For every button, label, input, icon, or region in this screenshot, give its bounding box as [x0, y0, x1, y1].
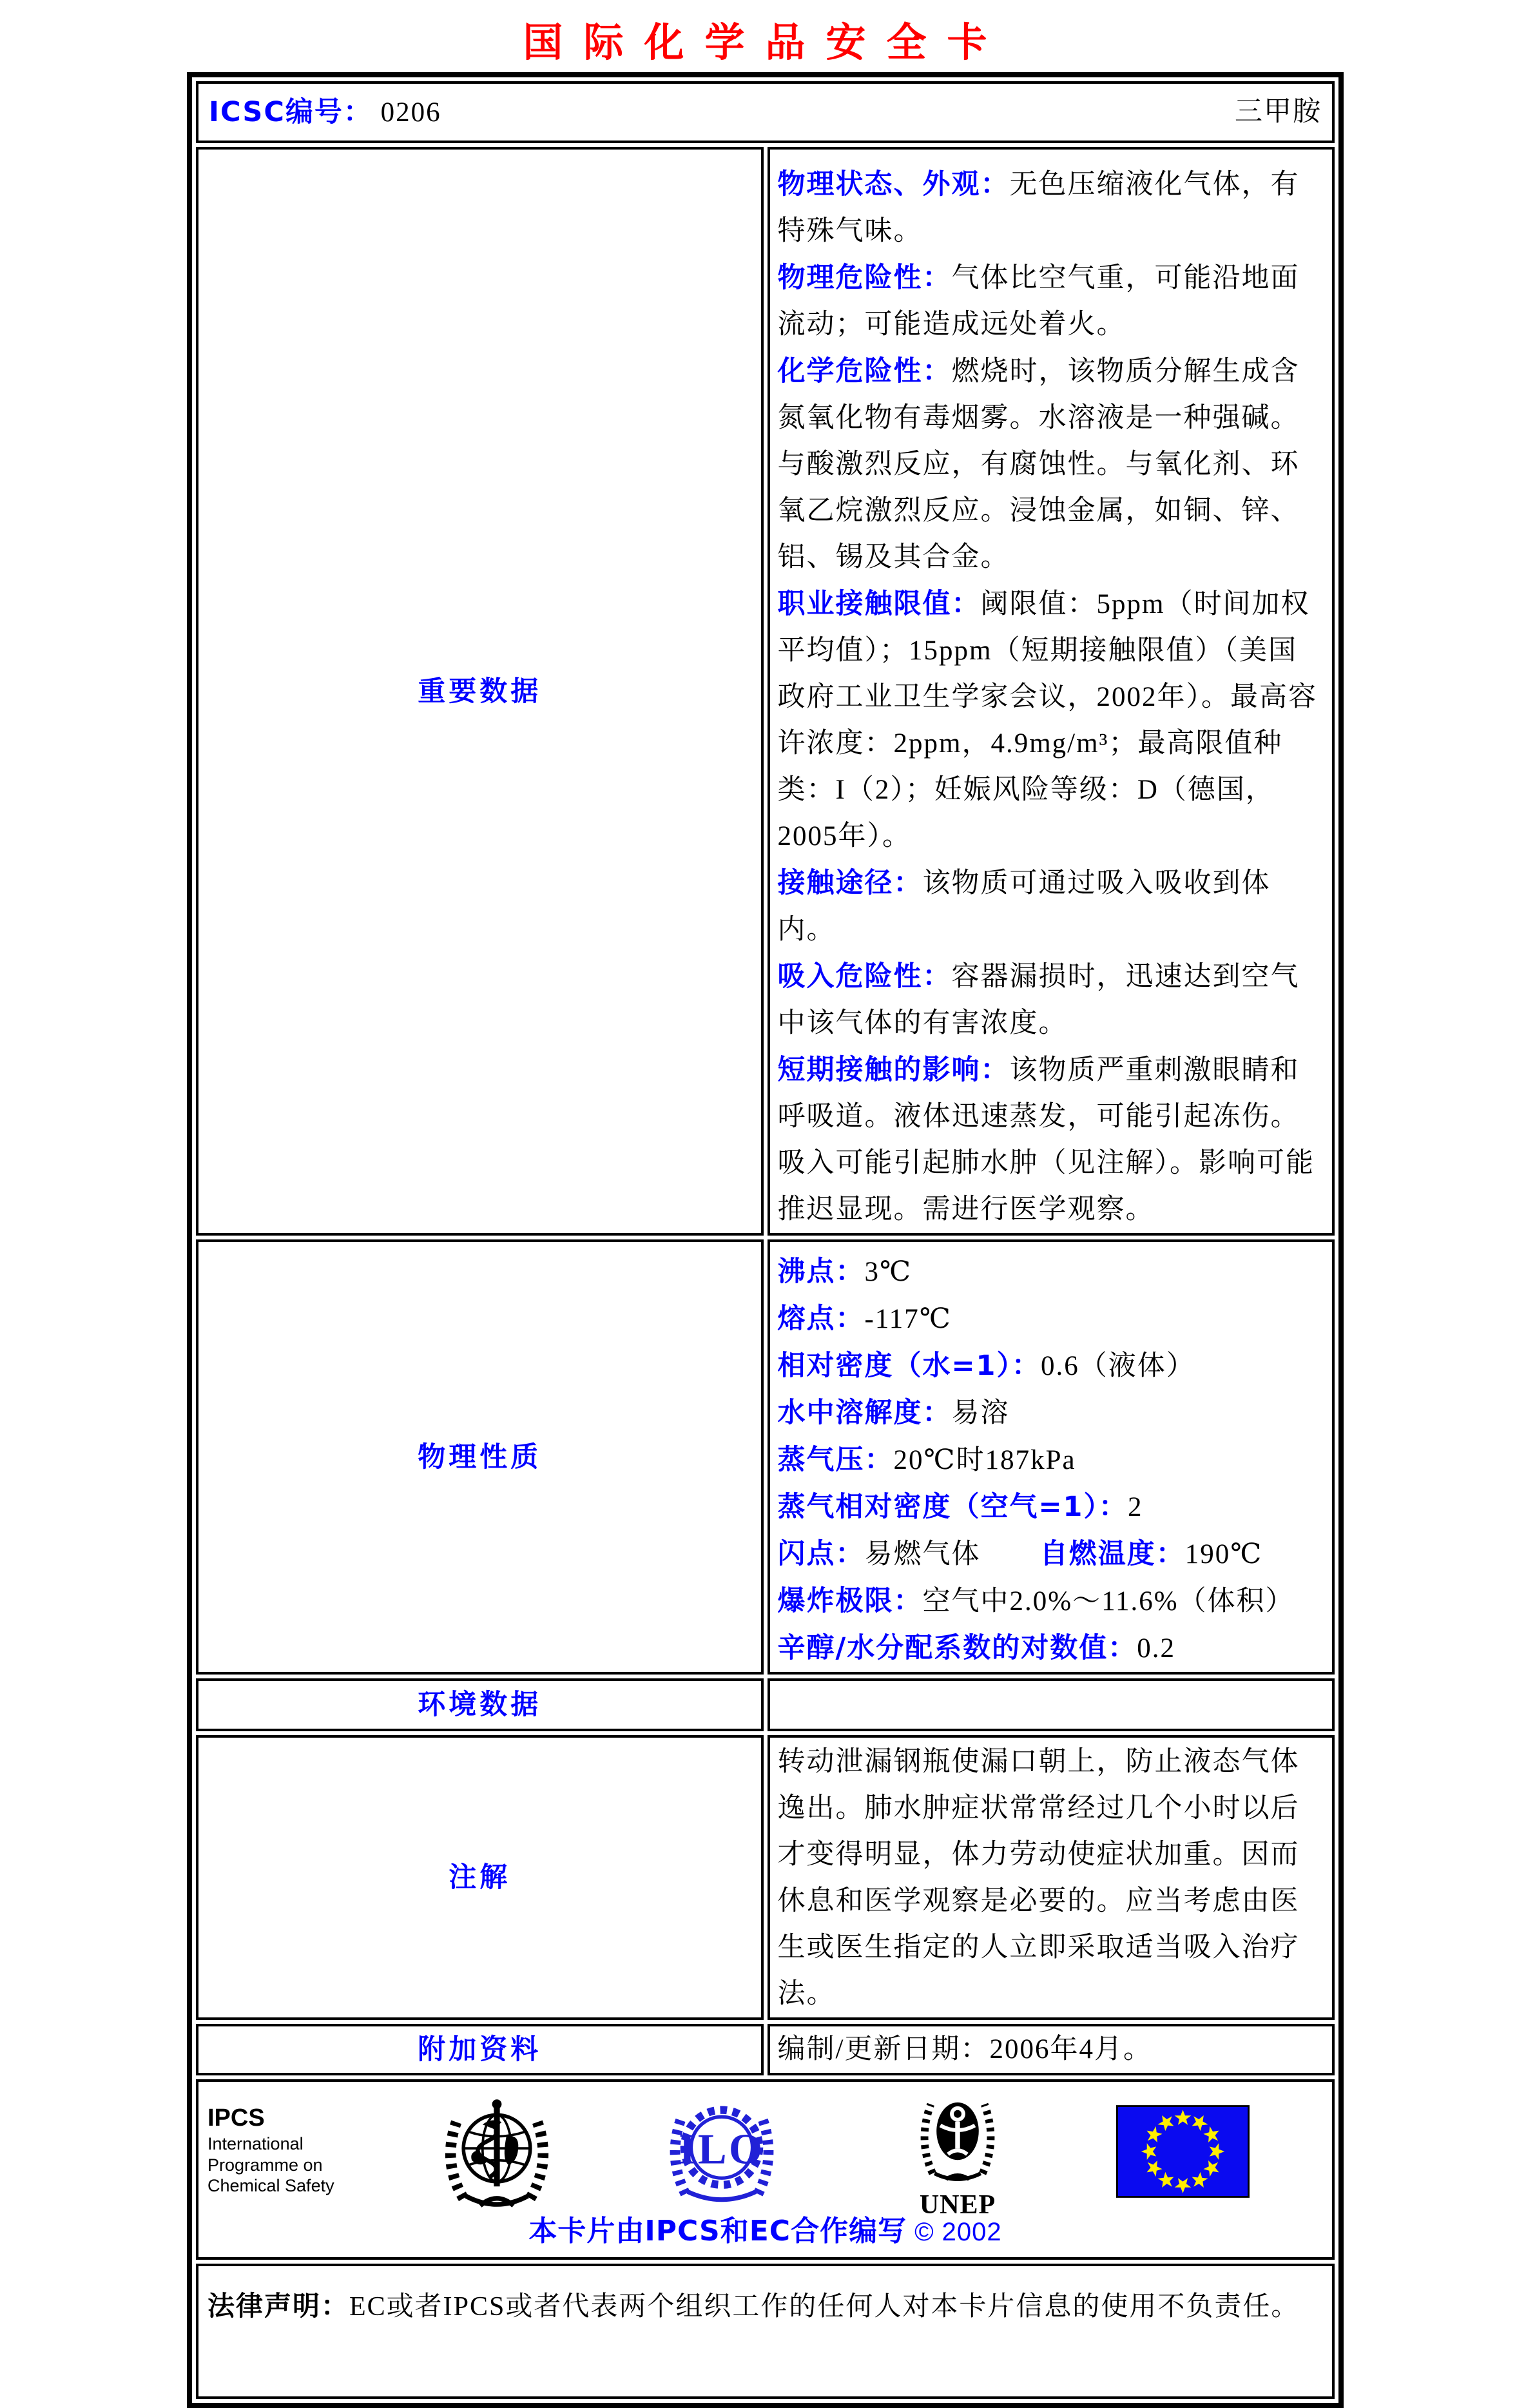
chemical-name: 三甲胺 [1235, 97, 1322, 127]
field-value: 190℃ [1184, 1539, 1263, 1569]
property-line [778, 1390, 1325, 1437]
ilo-logo-icon [664, 2099, 780, 2218]
important-data-item [778, 161, 1325, 255]
property-line [778, 1248, 1325, 1296]
who-logo-icon [436, 2093, 558, 2228]
field-text: 容器漏损时，迅速达到空气中该气体的有害浓度。 [777, 962, 1300, 1038]
field-value: -117℃ [864, 1304, 952, 1334]
field-value: 易燃气体 [864, 1539, 981, 1569]
header-cell [196, 81, 1335, 143]
important-data-item [778, 581, 1325, 860]
row-legal [196, 2264, 1335, 2399]
important-data-item [778, 1047, 1325, 1233]
auto-ignition-pair [1040, 1531, 1263, 1578]
logos-cell [196, 2079, 1335, 2260]
icsc-number-value: 0206 [380, 97, 441, 128]
field-value: 3℃ [864, 1257, 913, 1287]
environmental-data-row-label: 环境数据 [196, 1678, 764, 1731]
eu-flag-icon [1116, 2105, 1250, 2213]
important-data-item [778, 255, 1325, 348]
ipcs-line: Chemical Safety [208, 2176, 334, 2196]
row-logos [196, 2079, 1335, 2260]
environmental-data-content [768, 1678, 1335, 1731]
property-line-flash-point [778, 1531, 1325, 1578]
field-label: 物理状态、外观： [777, 168, 1010, 200]
cooperation-caption [198, 2215, 1332, 2248]
important-data-item [778, 860, 1325, 953]
caption-text: 本卡片由IPCS和EC合作编写 [528, 2215, 907, 2248]
field-label: 蒸气相对密度（空气=1）： [777, 1491, 1128, 1523]
field-value: 0.2 [1137, 1633, 1175, 1664]
important-data-content [768, 147, 1335, 1236]
field-label: 辛醇/水分配系数的对数值： [777, 1632, 1137, 1664]
field-value: 20℃时187kPa [893, 1445, 1076, 1475]
field-value: 易溶 [951, 1398, 1010, 1428]
field-text: 无色压缩液化气体，有特殊气味。 [777, 170, 1300, 246]
ipcs-acronym: IPCS [208, 2104, 265, 2131]
field-label: 化学危险性： [777, 355, 952, 387]
important-data-item [778, 348, 1325, 581]
ipcs-line: International [208, 2133, 304, 2153]
header-row [196, 81, 1335, 143]
page-title: 国际化学品安全卡 [523, 19, 1008, 66]
field-value: 2 [1127, 1492, 1143, 1522]
field-label: 熔点： [777, 1303, 865, 1335]
unep-wordmark: UNEP [919, 2190, 996, 2220]
row-important-data [196, 147, 1335, 1236]
legal-text: EC或者IPCS或者代表两个组织工作的任何人对本卡片信息的使用不负责任。 [349, 2292, 1300, 2322]
unep-logo-icon [900, 2091, 1016, 2218]
notes-content: 转动泄漏钢瓶使漏口朝上，防止液态气体逸出。肺水肿症状常常经过几个小时以后才变得明显，体力劳动使症状加重。因而休息和医学观察是必要的。应当考虑由医生或医生指定的人立即采取适当吸入治疗法。 [768, 1735, 1335, 2020]
icsc-table [187, 72, 1344, 2408]
field-label: 蒸气压： [777, 1444, 894, 1476]
legal-cell [196, 2264, 1335, 2399]
field-label: 闪点： [777, 1538, 865, 1570]
icsc-number-group [209, 89, 441, 136]
field-text: 气体比空气重，可能沿地面流动；可能造成远处着火。 [777, 263, 1300, 340]
property-line [778, 1343, 1325, 1390]
row-notes [196, 1735, 1335, 2020]
field-text: 燃烧时，该物质分解生成含氮氧化物有毒烟雾。水溶液是一种强碱。与酸激烈反应，有腐蚀性。与氧化剂、环氧乙烷激烈反应。浸蚀金属，如铜、锌、铝、锡及其合金。 [777, 356, 1300, 572]
field-label: 短期接触的影响： [777, 1054, 1010, 1086]
property-line [778, 1437, 1325, 1484]
property-line [778, 1484, 1325, 1531]
physical-properties-content [768, 1239, 1335, 1675]
field-label: 爆炸极限： [777, 1585, 923, 1617]
ipcs-text-block [208, 2104, 334, 2197]
property-line [778, 1578, 1325, 1625]
field-value: 空气中2.0%～11.6%（体积） [922, 1586, 1295, 1617]
field-text: 阈限值：5ppm（时间加权平均值）；15ppm（短期接触限值）（美国政府工业卫生学家会议，2002年）。最高容许浓度：2ppm，4.9mg/m³；最高限值种类：I（2）；妊娠风险等级：D（德国，2005年）。 [777, 589, 1317, 851]
property-line [778, 1296, 1325, 1343]
svg-text:ILO: ILO [679, 2125, 765, 2173]
field-label: 职业接触限值： [777, 588, 981, 620]
field-label: 自燃温度： [1039, 1538, 1185, 1570]
copyright-text: © 2002 [914, 2218, 1002, 2246]
field-label: 物理危险性： [777, 262, 952, 294]
field-label: 接触途径： [777, 867, 923, 899]
field-label: 相对密度（水=1）： [777, 1350, 1041, 1382]
additional-info-content: 编制/更新日期：2006年4月。 [768, 2024, 1335, 2075]
row-environmental-data [196, 1678, 1335, 1731]
additional-info-row-label: 附加资料 [196, 2024, 764, 2075]
field-text: 该物质可通过吸入吸收到体内。 [777, 868, 1271, 945]
row-additional-info [196, 2024, 1335, 2075]
important-data-item [778, 953, 1325, 1047]
legal-label: 法律声明： [208, 2290, 350, 2322]
field-label: 沸点： [777, 1256, 865, 1288]
icsc-number-label: ICSC编号： [209, 95, 372, 128]
field-text: 该物质严重刺激眼睛和呼吸道。液体迅速蒸发，可能引起冻伤。吸入可能引起肺水肿（见注解）。影响可能推迟显现。需进行医学观察。 [777, 1055, 1315, 1225]
physical-properties-row-label: 物理性质 [196, 1239, 764, 1675]
property-line [778, 1625, 1325, 1672]
field-label: 水中溶解度： [777, 1397, 952, 1429]
ipcs-line: Programme on [208, 2155, 323, 2175]
important-data-row-label: 重要数据 [196, 147, 764, 1236]
field-value: 0.6（液体） [1040, 1351, 1195, 1381]
row-physical-properties [196, 1239, 1335, 1675]
field-label: 吸入危险性： [777, 960, 952, 993]
notes-row-label: 注解 [196, 1735, 764, 2020]
